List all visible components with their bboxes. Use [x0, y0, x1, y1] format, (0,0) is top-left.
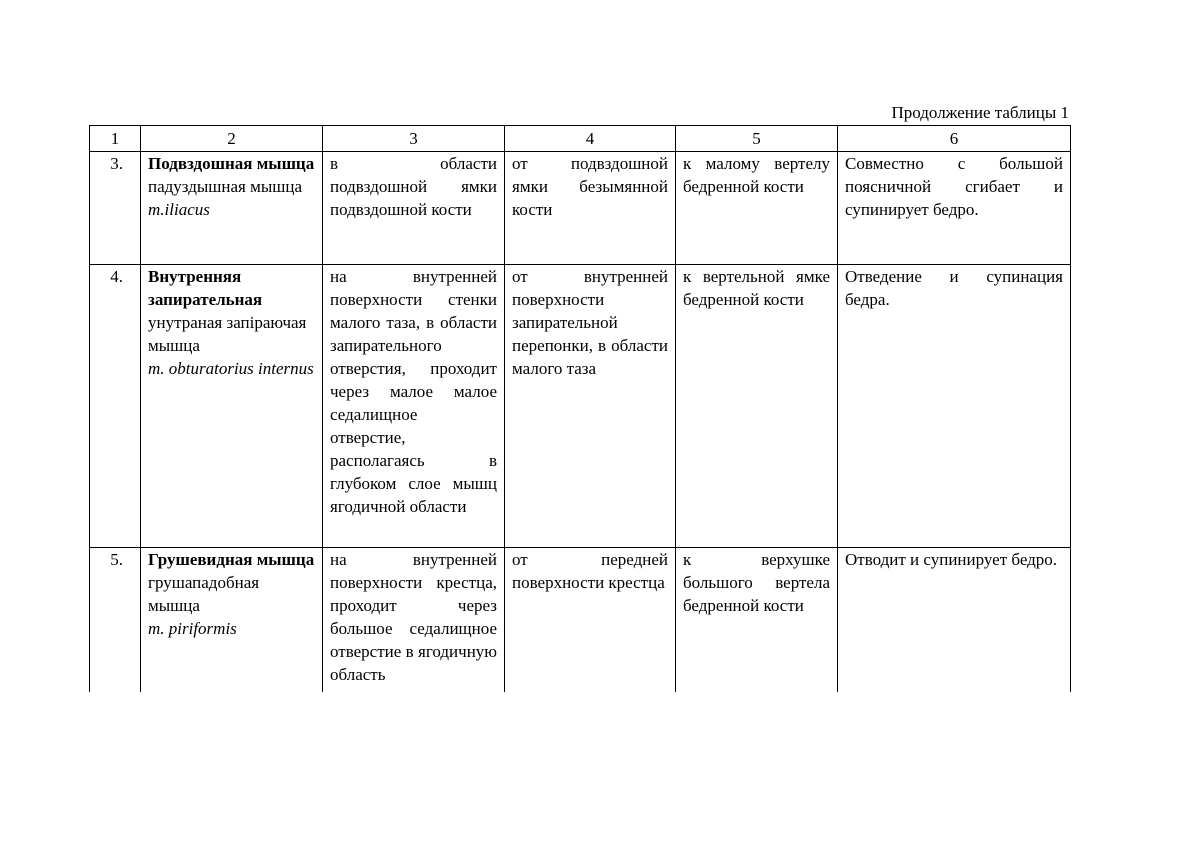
muscle-table	[89, 125, 1071, 692]
column-header: 5	[676, 126, 838, 152]
column-header: 2	[141, 126, 323, 152]
row-number: 3.	[90, 152, 141, 265]
function-cell: Отведение и супинация бедра.	[838, 265, 1071, 548]
muscle-name-cell	[141, 548, 323, 693]
muscle-name-latin: m.iliacus	[148, 200, 210, 219]
table-row	[90, 265, 1071, 548]
muscle-name-belarusian: падуздышная мышца	[148, 177, 302, 196]
muscle-name: Подвздошная мышца	[148, 154, 315, 173]
column-header: 6	[838, 126, 1071, 152]
function-cell: Совместно с большой поясничной сгибает и супинирует бедро.	[838, 152, 1071, 265]
location-cell: на внутренней поверхности стенки малого таза, в области запирательного отверстия, проходит через малое малое седалищное отверстие, располагаясь в глубоком слое мышц ягодичной области	[323, 265, 505, 548]
muscle-name-cell	[141, 265, 323, 548]
muscle-name-belarusian: грушападобная мышца	[148, 573, 260, 615]
column-header: 3	[323, 126, 505, 152]
muscle-name-cell	[141, 152, 323, 265]
insertion-cell: к верхушке большого вертела бедренной кости	[676, 548, 838, 693]
table-row	[90, 548, 1071, 693]
table-header-row	[90, 126, 1071, 152]
muscle-name: Грушевидная мышца	[148, 550, 315, 569]
row-number: 5.	[90, 548, 141, 693]
insertion-cell: к вертельной ямке бедренной кости	[676, 265, 838, 548]
origin-cell: от подвздошной ямки безымянной кости	[505, 152, 676, 265]
table-caption: Продолжение таблицы 1	[891, 103, 1069, 122]
insertion-cell: к малому вертелу бедренной кости	[676, 152, 838, 265]
table-row	[90, 152, 1071, 265]
column-header: 1	[90, 126, 141, 152]
origin-cell: от передней поверхности крестца	[505, 548, 676, 693]
muscle-name-latin: m. obturatorius internus	[148, 359, 314, 378]
location-cell: на внутренней поверхности крестца, проходит через большое седалищное отверстие в ягодичную область	[323, 548, 505, 693]
muscle-name: Внутренняя запирательная	[148, 267, 263, 309]
column-header: 4	[505, 126, 676, 152]
function-cell: Отводит и супинирует бедро.	[838, 548, 1071, 693]
muscle-name-belarusian: унутраная запіраючая мышца	[148, 313, 307, 355]
muscle-name-latin: m. piriformis	[148, 619, 237, 638]
origin-cell: от внутренней поверхности запирательной перепонки, в области малого таза	[505, 265, 676, 548]
location-cell: в области подвздошной ямки подвздошной кости	[323, 152, 505, 265]
row-number: 4.	[90, 265, 141, 548]
